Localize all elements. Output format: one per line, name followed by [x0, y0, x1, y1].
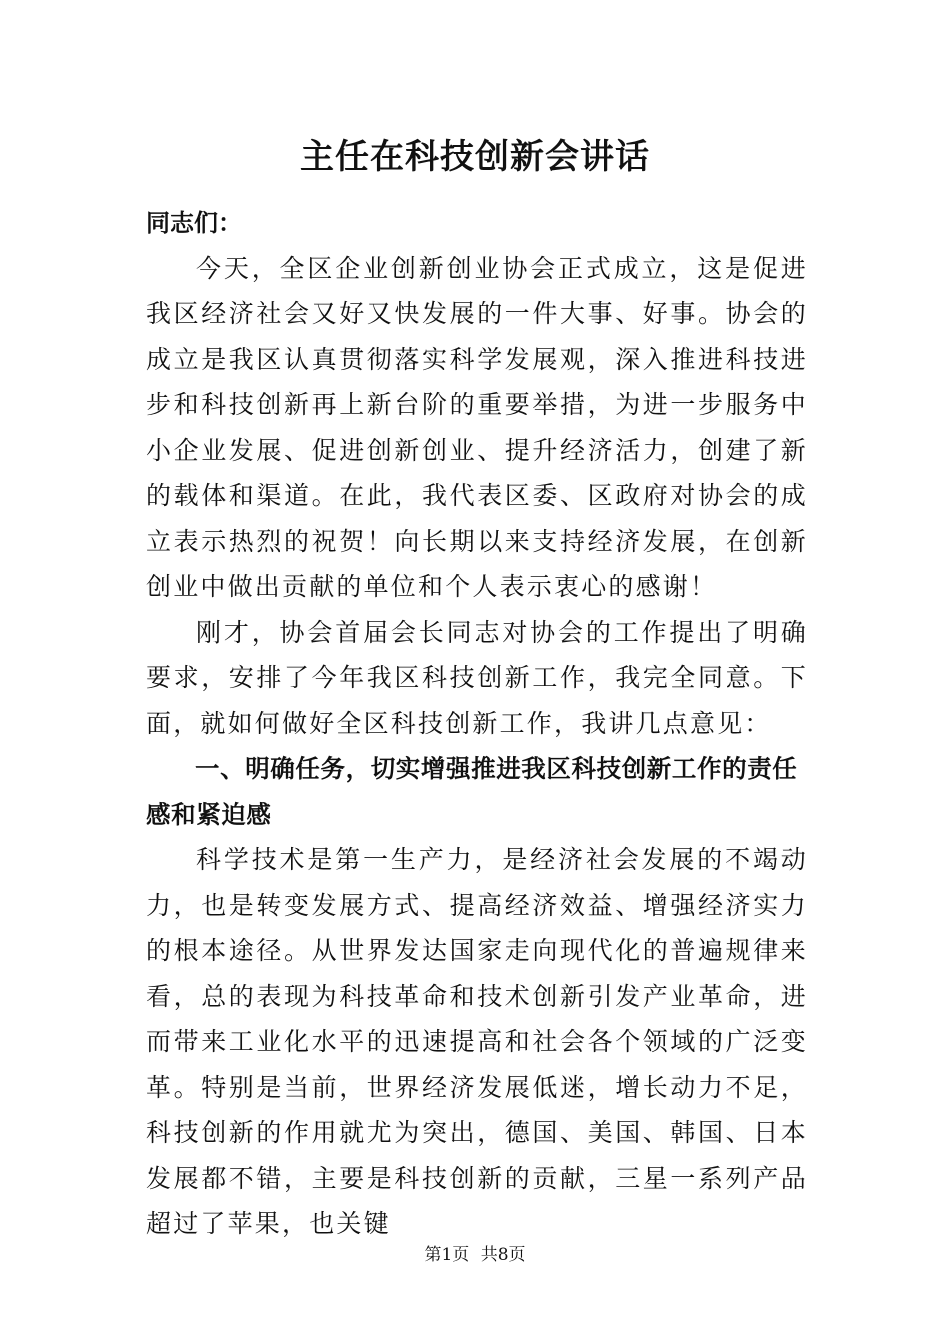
- paragraph-opening: 今天，全区企业创新创业协会正式成立，这是促进我区经济社会又好又快发展的一件大事、好事。协会的成立是我区认真贯彻落实科学发展观，深入推进科技进步和科技创新再上新台阶的重要举措，为进一步服务中小企业发展、促进创新创业、提升经济活力，创建了新的载体和渠道。在此，我代表区委、区政府对协会的成立表示热烈的祝贺！向长期以来支持经济发展，在创新创业中做出贡献的单位和个人表示衷心的感谢！: [146, 253, 808, 601]
- document-title: 主任在科技创新会讲话: [300, 137, 650, 177]
- paragraph-section-one: 科学技术是第一生产力，是经济社会发展的不竭动力，也是转变发展方式、提高经济效益、增强经济实力的根本途径。从世界发达国家走向现代化的普遍规律来看，总的表现为科技革命和技术创新引发产业革命，进而带来工业化水平的迅速提高和社会各个领域的广泛变革。特别是当前，世界经济发展低迷，增长动力不足，科技创新的作用就尤为突出，德国、美国、韩国、日本发展都不错，主要是科技创新的贡献，三星一系列产品超过了苹果，也关键: [146, 845, 808, 1238]
- section-heading: 一、明确任务，切实增强推进我区科技创新工作的责任感和紧迫感: [146, 754, 798, 829]
- paragraph-agenda: 刚才，协会首届会长同志对协会的工作提出了明确要求，安排了今年我区科技创新工作，我完全同意。下面，就如何做好全区科技创新工作，我讲几点意见：: [146, 617, 808, 738]
- document-body: [146, 200, 808, 1247]
- salutation: 同志们：: [146, 208, 242, 237]
- page-number: 第1页: [424, 1245, 470, 1265]
- page-total: 共8页: [480, 1245, 526, 1265]
- page-footer: [0, 1244, 950, 1266]
